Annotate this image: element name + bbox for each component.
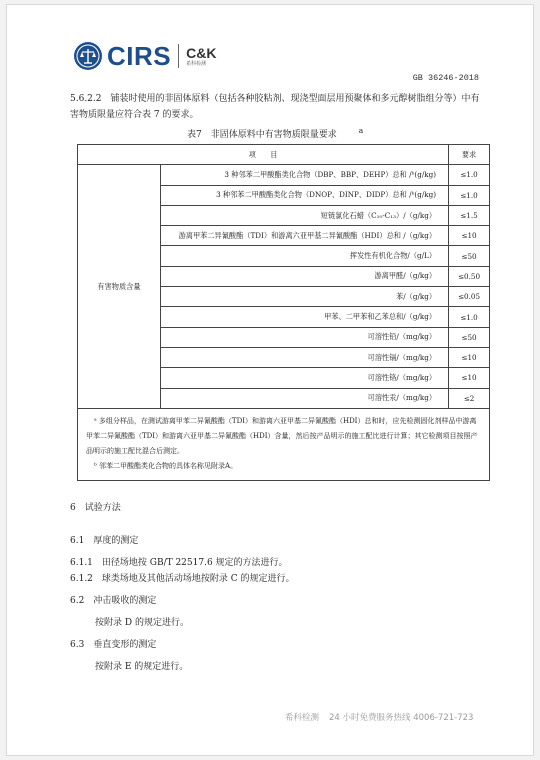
logo-divider <box>178 44 179 68</box>
row-requirement: ≤2 <box>449 388 490 408</box>
partner-mark <box>186 46 216 67</box>
balance-seal-icon <box>73 41 103 71</box>
footer-company: 希科检测 <box>285 713 320 723</box>
document-page <box>6 4 534 756</box>
clause-5-6-2-2: 5.6.2.2 铺装时使用的非固体原料（包括各种胶粘剂、现浇型面层用预聚体和多元醇树脂组分等）中有害物质限量应符合表 7 的要求。 <box>70 94 480 120</box>
row-item: 可溶性镉/（mg/kg） <box>161 347 449 367</box>
row-item: 游离甲醛/（g/kg） <box>161 266 449 286</box>
row-item: 3 种邻苯二甲酸酯类化合物（DBP、BBP、DEHP）总和 /ᵇ(g/kg) <box>161 165 449 185</box>
row-requirement: ≤50 <box>449 327 490 347</box>
company-logo <box>73 41 216 71</box>
header-item: 项 目 <box>78 145 449 165</box>
row-item: 苯/（g/kg） <box>161 287 449 307</box>
row-item: 挥发性有机化合物/（g/L） <box>161 246 449 266</box>
section-6-1-heading: 6.1 厚度的测定 <box>70 536 139 546</box>
row-requirement: ≤10 <box>449 368 490 388</box>
clause-6-1-1: 6.1.1 田径场地按 GB/T 22517.6 规定的方法进行。 <box>70 558 288 568</box>
row-item: 3 种邻苯二甲酸酯类化合物（DNOP、DINP、DIDP）总和 /ᵇ(g/kg) <box>161 185 449 205</box>
standard-number: GB 36246-2018 <box>412 73 479 83</box>
caption-footnote-mark: a <box>358 126 364 135</box>
section-6-heading: 6 试验方法 <box>70 503 121 513</box>
row-item: 甲苯、二甲苯和乙苯总和/（g/kg） <box>161 307 449 327</box>
row-requirement: ≤1.0 <box>449 185 490 205</box>
page-footer <box>285 711 473 723</box>
clause-6-1-2: 6.1.2 球类场地及其他活动场地按附录 C 的规定进行。 <box>70 574 295 584</box>
note-b: ᵇ 邻苯二甲酸酯类化合物的具体名称见附录A。 <box>94 461 238 470</box>
row-requirement: ≤1.5 <box>449 205 490 225</box>
table-row <box>78 165 490 185</box>
section-6-2-body: 按附录 D 的规定进行。 <box>95 618 189 628</box>
row-requirement: ≤1.0 <box>449 307 490 327</box>
section-6-2-heading: 6.2 冲击吸收的测定 <box>70 596 157 606</box>
table-title: 表7 非固体原料中有害物质限量要求 <box>187 130 337 140</box>
footer-hotline: 24 小时免费服务热线 4006-721-723 <box>329 713 474 723</box>
limits-table <box>77 144 490 481</box>
row-item: 可溶性铬/（mg/kg） <box>161 368 449 388</box>
partner-subtitle: 希科检测 <box>186 60 207 67</box>
row-requirement: ≤50 <box>449 246 490 266</box>
partner-name: C&K <box>186 44 217 61</box>
row-item: 短链氯化石蜡（C₁₀-C₁₃）/（g/kg） <box>161 205 449 225</box>
row-requirement: ≤10 <box>449 226 490 246</box>
row-requirement: ≤0.50 <box>449 266 490 286</box>
header-requirement: 要求 <box>449 145 490 165</box>
row-item: 可溶性铅/（mg/kg） <box>161 327 449 347</box>
table-notes-row <box>78 408 490 480</box>
row-item: 游离甲苯二异氰酸酯（TDI）和游离六亚甲基二异氰酸酯（HDI）总和 /（g/kg） <box>161 226 449 246</box>
table-notes <box>78 408 490 480</box>
note-a: ᵃ 多组分样品，在测试游离甲苯二异氰酸酯（TDI）和游离六亚甲基二异氰酸酯（HDI）总和时，应先检测固化剂样品中游离甲苯二异氰酸酯（TDI）和游离六亚甲基二异氰酸酯（HDI）含量，然后按产品明示的施工配比进行计算；其它检测项目按照产品明示的施工配比混合后测定。 <box>86 416 478 455</box>
row-requirement: ≤1.0 <box>449 165 490 185</box>
row-requirement: ≤0.05 <box>449 287 490 307</box>
row-requirement: ≤10 <box>449 347 490 367</box>
table-caption <box>187 126 363 140</box>
section-6-3-body: 按附录 E 的规定进行。 <box>95 662 189 672</box>
brand-name: CIRS <box>107 40 172 71</box>
section-6-3-heading: 6.3 垂直变形的测定 <box>70 640 157 650</box>
group-label: 有害物质含量 <box>78 165 161 409</box>
table-header-row <box>78 145 490 165</box>
row-item: 可溶性汞/（mg/kg） <box>161 388 449 408</box>
